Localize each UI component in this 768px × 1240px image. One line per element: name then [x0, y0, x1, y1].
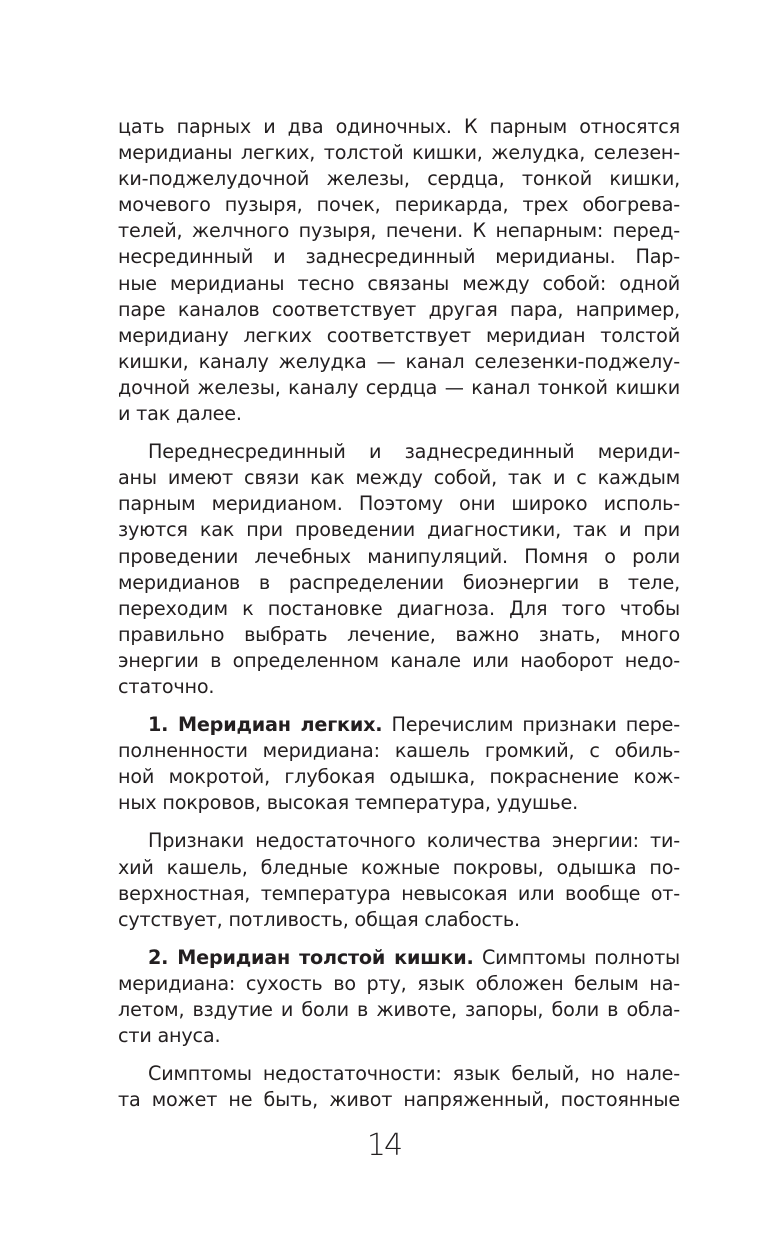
text-line: зуются как при проведении диагностики, так и при — [118, 518, 680, 542]
text-line: Признаки недостаточного количества энергии: ти- — [148, 829, 680, 853]
text-line: проведении лечебных манипуляций. Помня о роли — [118, 544, 680, 568]
text-line: дочной железы, каналу сердца — канал тонкой кишки — [118, 375, 680, 399]
text-run: Симптомы полноты — [473, 945, 680, 969]
page-number: 14 — [366, 1128, 402, 1163]
text-line: мочевого пузыря, почек, перикарда, трех обогрева- — [118, 193, 680, 217]
text-line: сти ануса. — [118, 1024, 221, 1048]
paragraph-lung-meridian — [118, 712, 680, 816]
text-line: ной мокротой, глубокая одышка, покраснение кож- — [118, 765, 680, 789]
text-line: и так далее. — [118, 402, 242, 426]
text-line: ных покровов, высокая температура, удушье. — [118, 791, 578, 815]
text-line: та может не быть, живот напряженный, постоянные — [118, 1088, 680, 1112]
paragraph-2 — [118, 439, 680, 700]
text-line: меридиана: сухость во рту, язык обложен белым на- — [118, 971, 680, 995]
text-line: энергии в определенном канале или наоборот недо- — [118, 648, 680, 672]
text-line: полненности меридиана: кашель громкий, с обиль- — [118, 739, 680, 763]
text-line: хий кашель, бледные кожные покровы, одышка по- — [118, 855, 680, 879]
paragraph-large-intestine-deficiency — [118, 1061, 680, 1113]
text-line: меридианов в распределении биоэнергии в теле, — [118, 570, 680, 594]
text-line: телей, желчного пузыря, печени. К непарным: перед- — [118, 219, 680, 243]
text-line: Переднесрединный и заднесрединный мериди- — [148, 440, 680, 464]
text-line: сутствует, потливость, общая слабость. — [118, 907, 520, 931]
text-line: верхностная, температура невысокая или вообще от- — [118, 881, 680, 905]
text-line: кишки, каналу желудка — канал селезенки-поджелу- — [118, 349, 680, 373]
text-line: аны имеют связи как между собой, так и с каждым — [118, 466, 680, 490]
text-line — [118, 712, 680, 738]
text-line: летом, вздутие и боли в животе, запоры, боли в обла- — [118, 998, 680, 1021]
text-line: ные меридианы тесно связаны между собой: одной — [118, 271, 680, 295]
text-line: ки-поджелудочной железы, сердца, тонкой кишки, — [118, 167, 680, 191]
section-heading-large-intestine: 2. Меридиан толстой кишки. — [148, 945, 474, 969]
text-line — [118, 945, 680, 971]
text-line: правильно выбрать лечение, важно знать, много — [118, 622, 680, 646]
paragraph-large-intestine-meridian — [118, 945, 680, 1049]
text-line: парным меридианом. Поэтому они широко исполь- — [118, 492, 680, 516]
text-run: Перечислим признаки пере- — [382, 713, 680, 737]
text-line: цать парных и два одиночных. К парным относятся — [118, 115, 680, 138]
text-line: несрединный и заднесрединный меридианы. Пар- — [118, 245, 680, 269]
paragraph-1 — [118, 114, 680, 427]
text-line: паре каналов соответствует другая пара, например, — [118, 297, 680, 321]
paragraph-lung-deficiency — [118, 828, 680, 932]
text-line: Симптомы недостаточности: язык белый, но нале- — [148, 1062, 680, 1086]
section-heading-lungs: 1. Меридиан легких. — [148, 713, 383, 737]
text-line: статочно. — [118, 674, 215, 698]
text-line: меридианы легких, толстой кишки, желудка, селезен- — [118, 141, 680, 165]
text-line: меридиану легких соответствует меридиан толстой — [118, 323, 680, 347]
text-line: переходим к постановке диагноза. Для того чтобы — [118, 596, 680, 620]
page-body — [118, 114, 680, 1113]
